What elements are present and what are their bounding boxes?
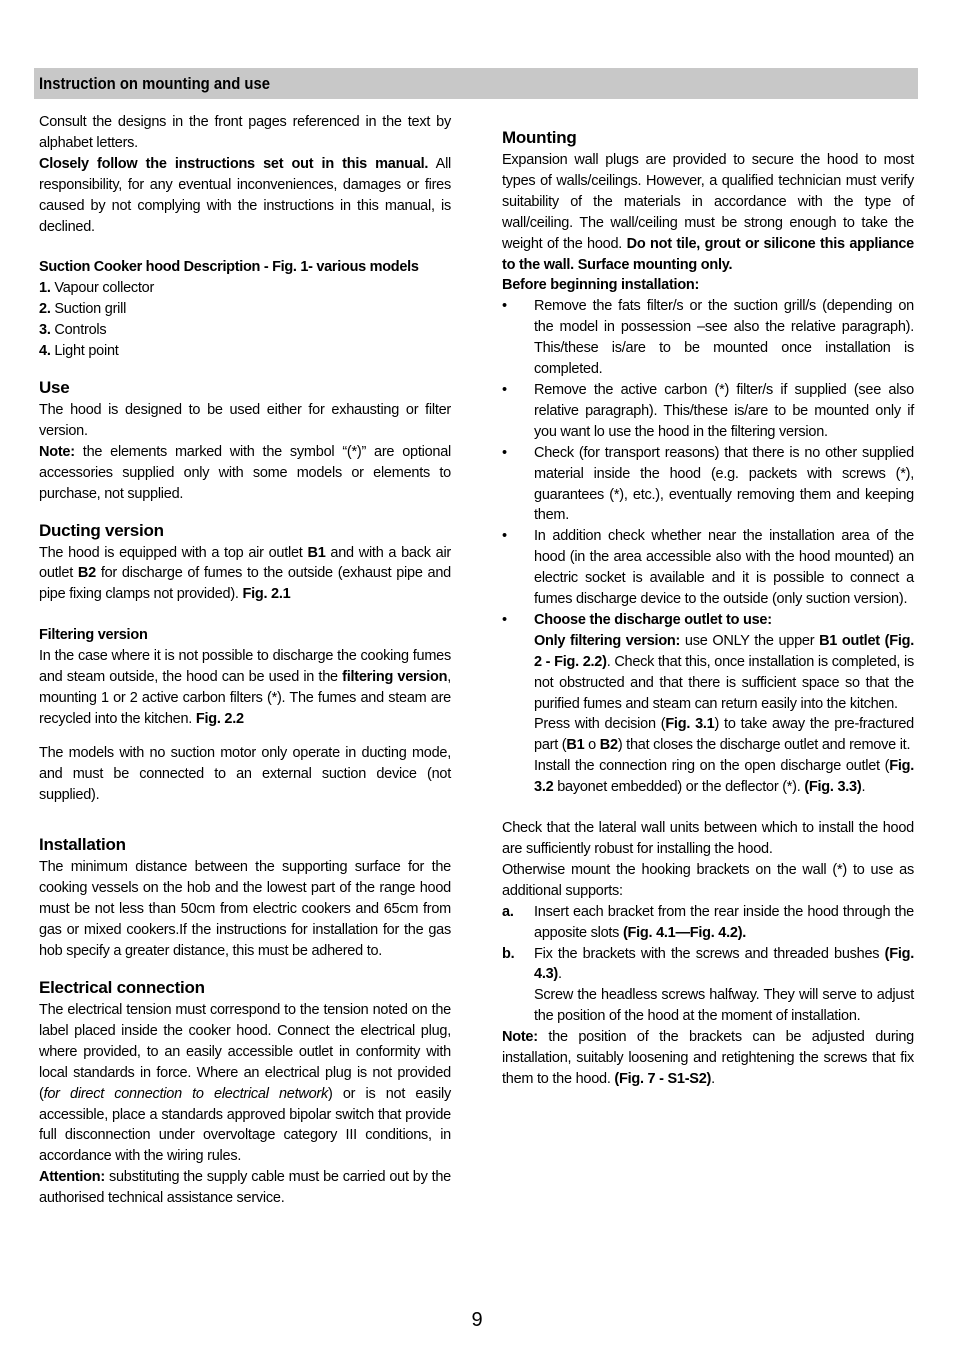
before-installation-heading: Before beginning installation: <box>502 277 700 294</box>
installation-paragraph: The minimum distance between the supporting surface for the cooking vessels on the hob and the lowest part of the range hood must be not less than 50cm from electric cookers and 65cm from gas or mixed cookers.If the instructions for installation for the gas hob specify a greater distance, this must be adhered to. <box>39 859 451 960</box>
bracket-steps-list <box>502 902 914 1027</box>
list-item: 2. Suction grill <box>39 301 127 318</box>
page-number: 9 <box>471 1309 483 1331</box>
ducting-heading: Ducting version <box>39 520 164 540</box>
ducting-paragraph: The hood is equipped with a top air outlet B1 and with a back air outlet B2 for discharge of fumes to the outside (exhaust pipe and pipe fixing clamps not provided). Fig. 2.1 <box>39 544 451 603</box>
disclaimer-paragraph: Closely follow the instructions set out in this manual. All responsibility, for any eventual inconveniences, damages or fires caused by not complying with the instructions in this manual, is declined. <box>39 155 452 235</box>
list-item: • In addition check whether near the installation area of the hood (in the area accessible also with the hood mounted) an electric socket is available and it is possible to connect a fumes discharge device to the outside (only suction version). <box>502 526 914 610</box>
list-item: 3. Controls <box>39 322 107 339</box>
list-item: • Choose the discharge outlet to use: Only filtering version: use ONLY the upper B1 outlet (Fig. 2 - Fig. 2.2). Check that this, once installation is completed, is not obstructed and that there is sufficient space so that the purified fumes and steam can return easily into the kitchen. Press with decision (Fig. 3.1) to take away the pre-fractured part (B1 o B2) that closes the discharge outlet and remove it. Install the connection ring on the open discharge outlet (Fig. 3.2 bayonet embedded) or the deflector (*). (Fig. 3.3). <box>502 610 914 798</box>
check-paragraph: Check that the lateral wall units between which to install the hood are sufficiently robust for installing the hood. <box>502 820 914 857</box>
list-item: a. Insert each bracket from the rear inside the hood through the apposite slots (Fig. 4.1—Fig. 4.2). <box>502 903 914 941</box>
list-item: • Check (for transport reasons) that there is no other supplied material inside the hood (e.g. packets with screws (*), guarantees (*), etc.), eventually removing them and keeping them. <box>502 443 914 527</box>
use-paragraph: The hood is designed to be used either for exhausting or filter version. <box>39 401 451 439</box>
installation-heading: Installation <box>39 835 126 855</box>
left-column <box>39 112 451 1209</box>
use-heading: Use <box>39 377 70 397</box>
models-paragraph: The models with no suction motor only operate in ducting mode, and must be connected to an external suction device (not supplied). <box>39 744 451 803</box>
before-installation-list <box>502 296 914 798</box>
otherwise-paragraph: Otherwise mount the hooking brackets on the wall (*) to use as additional supports: <box>502 861 914 899</box>
filtering-heading: Filtering version <box>39 627 148 644</box>
list-item: 4. Light point <box>39 343 119 360</box>
use-note: Note: the elements marked with the symbol “(*)” are optional accessories supplied only with some models or elements to purchase, not supplied. <box>39 443 451 502</box>
brackets-note: Note: the position of the brackets can be adjusted during installation, suitably loosening and retightening the screws that fix them to the hood. (Fig. 7 - S1-S2). <box>502 1029 914 1087</box>
mounting-paragraph: Expansion wall plugs are provided to secure the hood to most types of walls/ceilings. However, a qualified technician must verify suitability of the materials in accordance with the type of wall/ceiling. The wall/ceiling must be strong enough to take the weight of the hood. Do not tile, grout or silicone this appliance to the wall. Surface mounting only. <box>502 152 914 273</box>
electrical-paragraph: The electrical tension must correspond to the tension noted on the label placed inside the cooker hood. Connect the electrical plug, where provided, to an easily accessible outlet in conformity with local standards in force. Where an electrical plug is not provided (for direct connection to electrical network) or is not easily accessible, place a standards approved bipolar switch that provide full disconnection under overvoltage category III conditions, in accordance with the wiring rules. <box>39 1002 451 1165</box>
electrical-heading: Electrical connection <box>39 978 205 997</box>
attention-paragraph: Attention: substituting the supply cable must be carried out by the authorised technical assistance service. <box>39 1169 451 1207</box>
description-heading: Suction Cooker hood Description - Fig. 1- various models <box>39 259 419 276</box>
list-item: b. Fix the brackets with the screws and threaded bushes (Fig. 4.3). Screw the headless screws halfway. They will serve to adjust the position of the hood at the moment of installation. <box>502 945 914 1025</box>
components-list <box>39 278 451 362</box>
filtering-paragraph: In the case where it is not possible to discharge the cooking fumes and steam outside, the hood can be used in the filtering version, mounting 1 or 2 active carbon filters (*). The fumes and steam are recycled into the kitchen. Fig. 2.2 <box>39 648 451 727</box>
intro-paragraph: Consult the designs in the front pages referenced in the text by alphabet letters. <box>39 114 451 151</box>
list-item: • Remove the active carbon (*) filter/s if supplied (see also relative paragraph). This/these is/are to be mounted only if you want lo use the hood in the filtering version. <box>502 380 914 443</box>
mounting-heading: Mounting <box>502 128 577 147</box>
list-item: 1. Vapour collector <box>39 280 155 297</box>
list-item: • Remove the fats filter/s or the suction grill/s (depending on the model in possession –see also the relative paragraph). This/these is/are to be mounted once installation is completed. <box>502 296 914 380</box>
section-title: Instruction on mounting and use <box>39 75 270 93</box>
right-column <box>502 126 914 1090</box>
section-banner <box>34 68 918 99</box>
